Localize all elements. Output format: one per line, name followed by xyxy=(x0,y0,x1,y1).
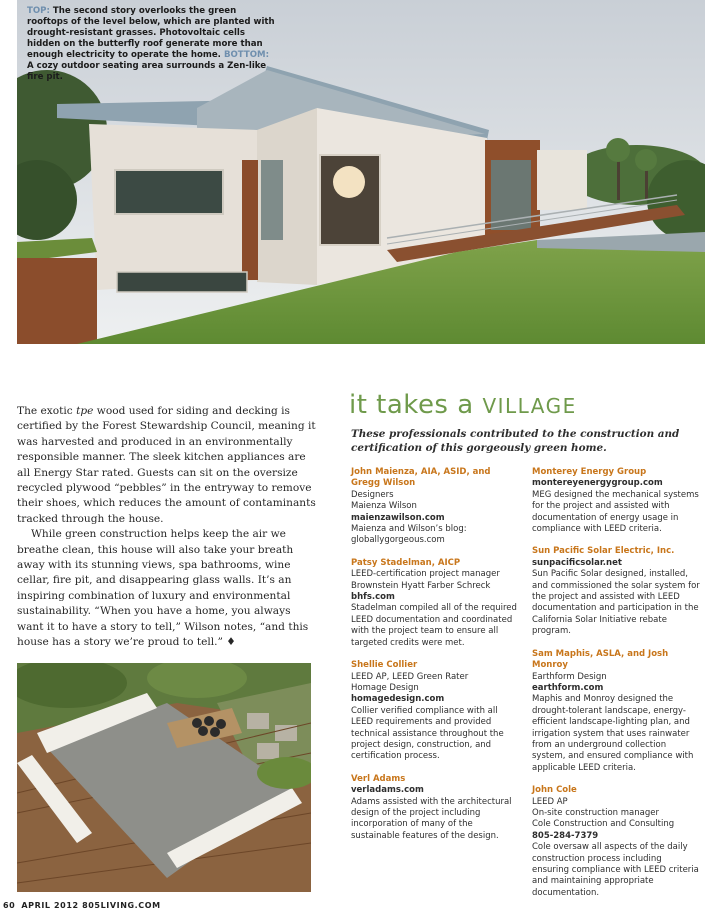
credit-company: Maienza Wilson xyxy=(351,501,417,512)
credit-entry xyxy=(532,546,700,637)
credit-website: sunpacificsolar.net xyxy=(532,557,622,568)
article-p1-tpe: tpe xyxy=(76,405,94,417)
article-p1-start: The exotic xyxy=(17,405,77,417)
credit-website: bhfs.com xyxy=(351,592,395,603)
caption-top-text: The second story overlooks the green rooftops of the level below, which are planted with drought-resistant grasses. Photovoltaic cells hidden on the butterfly roof generate more than enough electricity to operate the home. xyxy=(27,6,275,60)
credit-name: Verl Adams xyxy=(351,773,406,784)
caption-bottom-tag: BOTTOM: xyxy=(223,50,270,60)
credit-description: MEG designed the mechanical systems for the project and assisted with documentation of energy usage in compliance with LEED criteria. xyxy=(532,489,699,535)
sidebar-title xyxy=(349,390,577,420)
page-folio xyxy=(3,901,161,910)
caption-bottom-text: A cozy outdoor seating area surrounds a Zen-like fire pit. xyxy=(27,61,267,82)
credit-website: homagedesign.com xyxy=(351,694,445,705)
credit-company: Cole Construction and Consulting xyxy=(532,819,675,830)
credit-website: earthform.com xyxy=(532,682,604,693)
credit-description: Stadelman compiled all of the required LEED documentation and coordinated with the project team to ensure all targeted credits were met. xyxy=(351,603,517,648)
credit-company: Earthform Design xyxy=(532,671,607,682)
credit-entry xyxy=(351,467,521,547)
caption-top-tag: TOP: xyxy=(27,6,50,16)
credit-company: Brownstein Hyatt Farber Schreck xyxy=(351,580,491,591)
credit-name: Patsy Stadelman, AICP xyxy=(351,557,461,568)
credit-entry xyxy=(351,660,521,763)
credit-name: Shellie Collier xyxy=(351,660,418,671)
credits-left-column xyxy=(351,467,521,853)
credit-website: maienzawilson.com xyxy=(351,512,445,523)
issue-line: APRIL 2012 805LIVING.COM xyxy=(21,901,161,910)
credit-role: Designers xyxy=(351,489,394,500)
credit-description: Cole oversaw all aspects of the daily construction process including ensuring compliance with LEED criteria and maintaining appropriate documentation. xyxy=(532,842,699,898)
bottom-photo xyxy=(17,663,311,892)
top-photo xyxy=(17,0,705,344)
credit-entry xyxy=(351,774,521,842)
credit-name: Monterey Energy Group xyxy=(532,467,647,477)
credit-website: verladams.com xyxy=(351,785,424,796)
credit-description: Adams assisted with the architectural design of the project including incorporation of many of the sustainable features of the design. xyxy=(351,796,512,841)
credit-name: Sam Maphis, ASLA, and Josh Monroy xyxy=(532,648,669,671)
credit-role: LEED AP xyxy=(532,796,568,807)
credit-entry xyxy=(532,785,700,899)
credit-entry xyxy=(532,467,700,535)
page-number: 60 xyxy=(3,901,16,910)
photo-caption xyxy=(27,6,277,83)
credit-description: Maienza and Wilson’s blog: globallygorgeous.com xyxy=(351,524,467,546)
article-p1-rest: wood used for siding and decking is certified by the Forest Stewardship Council, meaning it was harvested and produced in an environmentally responsible manner. The sleek kitchen appliances are all Energy Star rated. Guests can sit on the oversize recycled plywood “pebbles” in the entryway to remove their shoes, which reduces the amount of contaminants tracked through the house. xyxy=(17,405,316,525)
credit-website: montereyenergygroup.com xyxy=(532,478,663,489)
article-paragraph-1 xyxy=(17,404,317,527)
credit-role: LEED AP, LEED Green Rater xyxy=(351,671,469,682)
credit-name: Sun Pacific Solar Electric, Inc. xyxy=(532,546,675,557)
article-paragraph-2: While green construction helps keep the air we breathe clean, this house will also take your breath away with its stunning views, spa bathrooms, wine cellar, fire pit, and disappearing glass walls. It’s an inspiring combination of luxury and environmental sustainability. “When you have a home, you always want it to have a story to tell,” Wilson notes, “and this house has a story we’re proud to tell.” ♦ xyxy=(17,528,309,649)
credit-entry xyxy=(532,649,700,774)
credit-name: John Maienza, AIA, ASID, and Gregg Wilson xyxy=(351,467,491,489)
credit-name: John Cole xyxy=(532,785,577,796)
credit-role: LEED-certification project manager xyxy=(351,569,500,580)
sidebar-title-lower: it takes a xyxy=(349,390,483,420)
credit-description: Collier verified compliance with all LEED requirements and provided technical assistance throughout the project design, construction, and certification process. xyxy=(351,705,504,762)
credits-right-column xyxy=(532,467,700,910)
fire-pit-illustration xyxy=(17,663,311,892)
credit-phone: 805-284-7379 xyxy=(532,830,599,841)
article-body xyxy=(17,404,317,651)
credit-company: Homage Design xyxy=(351,682,419,693)
credit-description: Sun Pacific Solar designed, installed, and commissioned the solar system for the project and assisted with LEED documentation and participation in the California Solar Initiative rebate program. xyxy=(532,569,700,637)
sidebar-intro: These professionals contributed to the construction and certification of this gorgeously green home. xyxy=(351,428,680,454)
credit-entry xyxy=(351,558,521,649)
sidebar-title-caps: VILLAGE xyxy=(482,394,577,418)
credit-role-2: On-site construction manager xyxy=(532,807,659,818)
credit-description: Maphis and Monroy designed the drought-tolerant landscape, energy-efficient landscape-lighting plan, and irrigation system that uses rainwater from an underground collection system, and ensured compliance with applicable LEED criteria. xyxy=(532,694,694,773)
